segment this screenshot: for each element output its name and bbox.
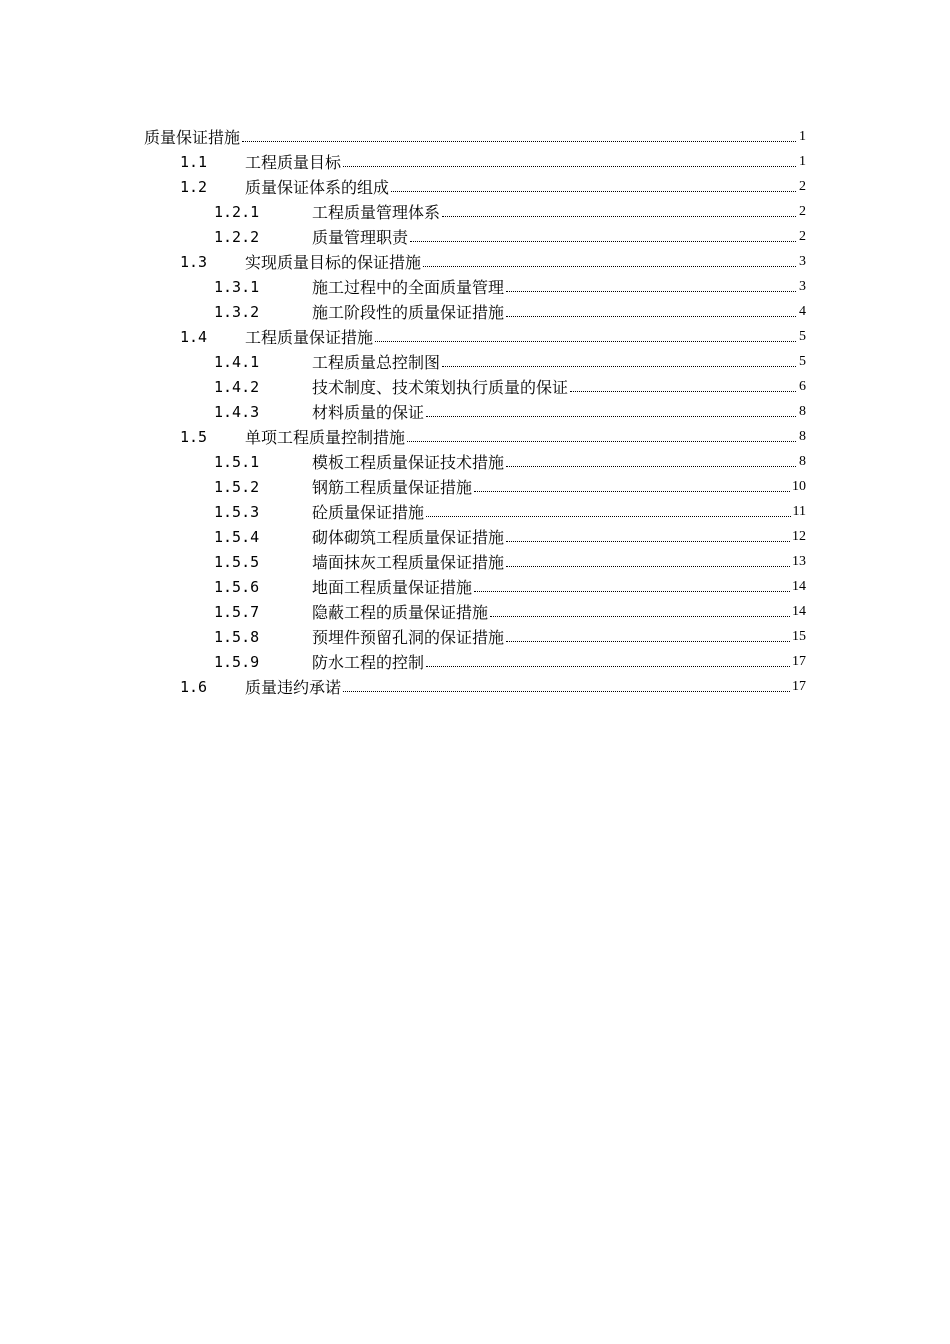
toc-entry-title: 质量管理职责 (312, 228, 409, 247)
toc-dot-leader (423, 265, 796, 267)
toc-entry[interactable] (0, 649, 950, 674)
toc-entry-page: 12 (792, 528, 806, 544)
toc-entry-number: 1.1 (180, 152, 208, 171)
toc-entry[interactable] (0, 524, 950, 549)
toc-entry[interactable] (0, 449, 950, 474)
toc-dot-leader (442, 215, 796, 217)
toc-dot-leader (343, 690, 790, 692)
toc-entry-page: 3 (799, 278, 806, 294)
toc-entry[interactable] (0, 199, 950, 224)
table-of-contents (0, 124, 950, 699)
toc-entry-page: 10 (792, 478, 806, 494)
toc-entry-title: 工程质量目标 (245, 153, 342, 172)
toc-entry-number: 1.5.5 (214, 552, 260, 571)
toc-entry-page: 5 (799, 353, 806, 369)
toc-entry-title: 地面工程质量保证措施 (312, 578, 473, 597)
toc-entry-title: 质量保证措施 (144, 128, 241, 147)
toc-dot-leader (375, 340, 796, 342)
toc-entry-number: 1.5.1 (214, 452, 260, 471)
toc-entry-number: 1.3.2 (214, 302, 260, 321)
toc-entry[interactable] (0, 374, 950, 399)
toc-entry[interactable] (0, 674, 950, 699)
toc-entry-title: 砌体砌筑工程质量保证措施 (312, 528, 505, 547)
toc-entry[interactable] (0, 149, 950, 174)
toc-entry-title: 模板工程质量保证技术措施 (312, 453, 505, 472)
toc-entry-page: 2 (799, 203, 806, 219)
toc-entry-number: 1.5.4 (214, 527, 260, 546)
toc-entry-page: 8 (799, 453, 806, 469)
toc-entry[interactable] (0, 424, 950, 449)
toc-entry-page: 2 (799, 178, 806, 194)
toc-entry-title: 钢筋工程质量保证措施 (312, 478, 473, 497)
toc-entry[interactable] (0, 324, 950, 349)
toc-dot-leader (474, 590, 790, 592)
toc-entry-title: 工程质量保证措施 (245, 328, 374, 347)
toc-dot-leader (343, 165, 796, 167)
toc-entry-number: 1.5.9 (214, 652, 260, 671)
toc-dot-leader (242, 140, 796, 142)
toc-entry[interactable] (0, 249, 950, 274)
toc-dot-leader (407, 440, 796, 442)
toc-entry[interactable] (0, 624, 950, 649)
toc-entry-number: 1.5.8 (214, 627, 260, 646)
toc-entry-page: 13 (792, 553, 806, 569)
toc-entry-title: 预埋件预留孔洞的保证措施 (312, 628, 505, 647)
toc-entry-number: 1.5 (180, 427, 208, 446)
toc-entry-page: 1 (799, 153, 806, 169)
toc-dot-leader (506, 465, 796, 467)
toc-entry[interactable] (0, 599, 950, 624)
toc-dot-leader (426, 665, 790, 667)
toc-entry[interactable] (0, 499, 950, 524)
toc-entry-number: 1.6 (180, 677, 208, 696)
toc-entry-title: 工程质量管理体系 (312, 203, 441, 222)
toc-entry-number: 1.3.1 (214, 277, 260, 296)
toc-dot-leader (506, 290, 796, 292)
toc-entry[interactable] (0, 124, 950, 149)
toc-entry-number: 1.4 (180, 327, 208, 346)
toc-entry-title: 质量违约承诺 (245, 678, 342, 697)
toc-entry-page: 4 (799, 303, 806, 319)
toc-entry-title: 工程质量总控制图 (312, 353, 441, 372)
toc-entry-title: 实现质量目标的保证措施 (245, 253, 422, 272)
toc-entry-title: 材料质量的保证 (312, 403, 425, 422)
toc-entry-page: 15 (792, 628, 806, 644)
toc-entry[interactable] (0, 474, 950, 499)
toc-entry-page: 14 (792, 578, 806, 594)
toc-entry-number: 1.2 (180, 177, 208, 196)
toc-entry-page: 3 (799, 253, 806, 269)
toc-dot-leader (506, 640, 790, 642)
toc-entry[interactable] (0, 399, 950, 424)
toc-entry-number: 1.2.2 (214, 227, 260, 246)
toc-entry-number: 1.3 (180, 252, 208, 271)
toc-dot-leader (490, 615, 790, 617)
toc-dot-leader (506, 565, 790, 567)
toc-entry-page: 2 (799, 228, 806, 244)
toc-entry[interactable] (0, 274, 950, 299)
toc-entry-page: 17 (792, 678, 806, 694)
toc-entry[interactable] (0, 174, 950, 199)
toc-entry-title: 砼质量保证措施 (312, 503, 425, 522)
toc-entry-page: 8 (799, 428, 806, 444)
toc-entry-title: 施工阶段性的质量保证措施 (312, 303, 505, 322)
toc-entry-page: 5 (799, 328, 806, 344)
toc-dot-leader (426, 515, 791, 517)
toc-entry-title: 施工过程中的全面质量管理 (312, 278, 505, 297)
toc-dot-leader (570, 390, 796, 392)
toc-entry-number: 1.2.1 (214, 202, 260, 221)
toc-entry[interactable] (0, 299, 950, 324)
toc-entry-title: 单项工程质量控制措施 (245, 428, 406, 447)
toc-dot-leader (391, 190, 796, 192)
toc-entry[interactable] (0, 549, 950, 574)
toc-entry-title: 防水工程的控制 (312, 653, 425, 672)
toc-entry-number: 1.4.1 (214, 352, 260, 371)
toc-entry-page: 11 (792, 503, 806, 519)
toc-entry-page: 1 (799, 128, 806, 144)
toc-entry-title: 质量保证体系的组成 (245, 178, 390, 197)
toc-entry-title: 隐蔽工程的质量保证措施 (312, 603, 489, 622)
toc-entry-page: 8 (799, 403, 806, 419)
toc-entry-page: 17 (792, 653, 806, 669)
toc-entry-number: 1.5.7 (214, 602, 260, 621)
toc-entry-number: 1.4.2 (214, 377, 260, 396)
toc-dot-leader (426, 415, 796, 417)
toc-entry[interactable] (0, 224, 950, 249)
toc-entry-number: 1.5.3 (214, 502, 260, 521)
toc-dot-leader (442, 365, 796, 367)
toc-entry-title: 墙面抹灰工程质量保证措施 (312, 553, 505, 572)
toc-entry[interactable] (0, 349, 950, 374)
toc-entry-page: 6 (799, 378, 806, 394)
toc-entry-number: 1.5.2 (214, 477, 260, 496)
toc-entry[interactable] (0, 574, 950, 599)
toc-entry-page: 14 (792, 603, 806, 619)
toc-dot-leader (506, 540, 790, 542)
toc-dot-leader (506, 315, 796, 317)
toc-dot-leader (410, 240, 796, 242)
toc-entry-number: 1.4.3 (214, 402, 260, 421)
toc-dot-leader (474, 490, 790, 492)
toc-entry-number: 1.5.6 (214, 577, 260, 596)
toc-entry-title: 技术制度、技术策划执行质量的保证 (312, 378, 569, 397)
